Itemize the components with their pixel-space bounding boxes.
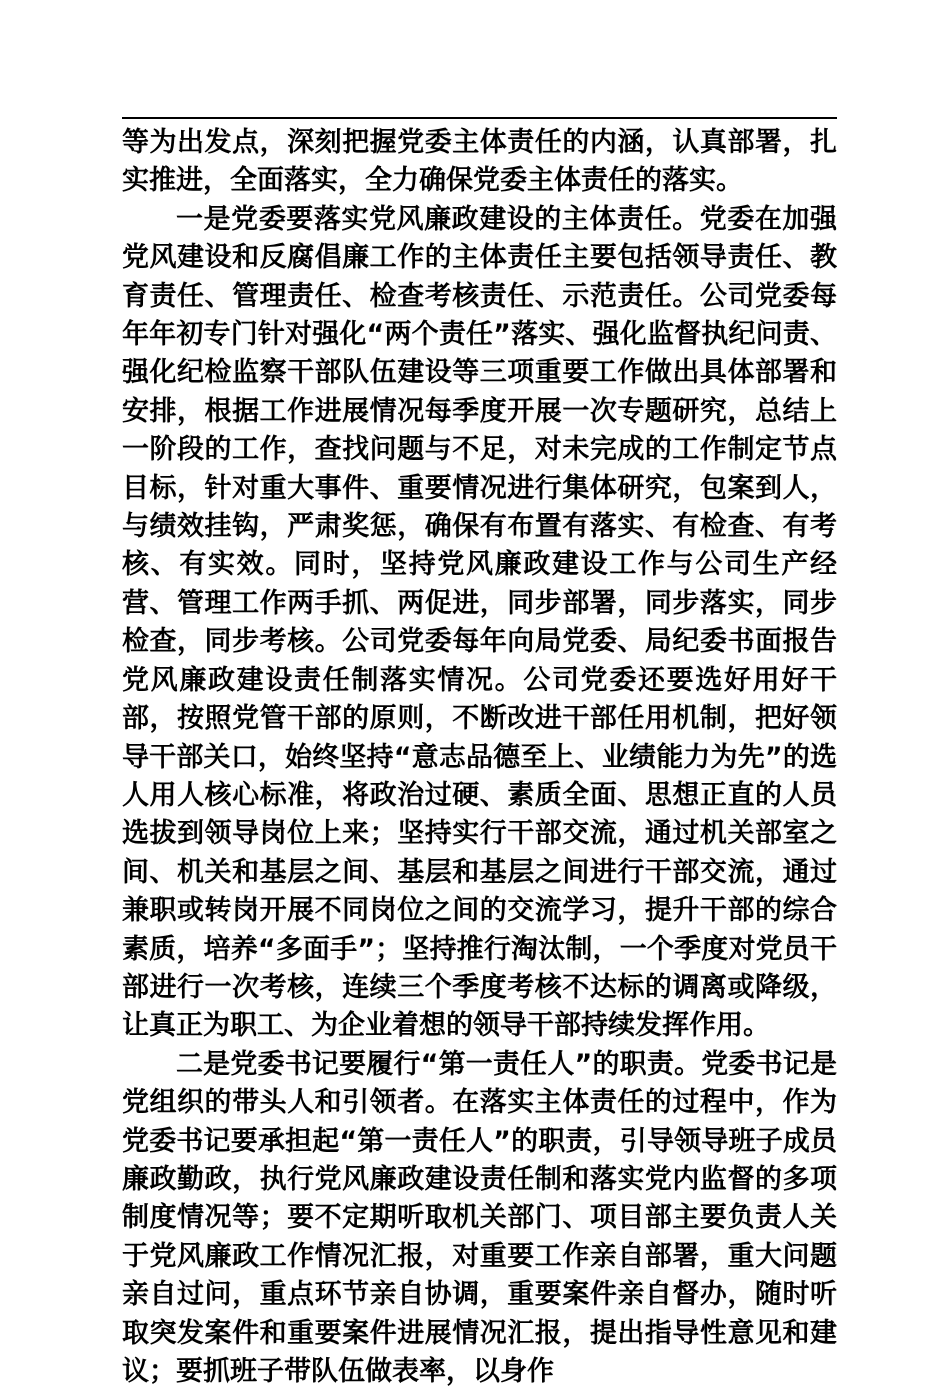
paragraph-continuation: 等为出发点，深刻把握党委主体责任的内涵，认真部署，扎实推进，全面落实，全力确保党委主体责任的落实。	[122, 127, 837, 197]
paragraph-point-one: 一是党委要落实党风廉政建设的主体责任。党委在加强党风建设和反腐倡廉工作的主体责任主要包括领导责任、教育责任、管理责任、检查考核责任、示范责任。公司党委每年年初专门针对强化“两个责任”落实、强化监督执纪问责、强化纪检监察干部队伍建设等三项重要工作做出具体部署和安排，根据工作进展情况每季度开展一次专题研究，总结上一阶段的工作，查找问题与不足，对未完成的工作制定节点目标，针对重大事件、重要情况进行集体研究，包案到人，与绩效挂钩，严肃奖惩，确保有布置有落实、有检查、有考核、有实效。同时，坚持党风廉政建设工作与公司生产经营、管理工作两手抓、两促进，同步部署，同步落实，同步检查，同步考核。公司党委每年向局党委、局纪委书面报告党风廉政建设责任制落实情况。公司党委还要选好用好干部，按照党管干部的原则，不断改进干部任用机制，把好领导干部关口，始终坚持“意志品德至上、业绩能力为先”的选人用人核心标准，将政治过硬、素质全面、思想正直的人员选拔到领导岗位上来；坚持实行干部交流，通过机关部室之间、机关和基层之间、基层和基层之间进行干部交流，通过兼职或转岗开展不同岗位之间的交流学习，提升干部的综合素质，培养“多面手”；坚持推行淘汰制，一个季度对党员干部进行一次考核，连续三个季度考核不达标的调离或降级，让真正为职工、为企业着想的领导干部持续发挥作用。	[122, 203, 837, 1042]
body-text	[122, 124, 837, 1391]
header-rule	[122, 117, 837, 119]
paragraph-point-two: 二是党委书记要履行“第一责任人”的职责。党委书记是党组织的带头人和引领者。在落实主体责任的过程中，作为党委书记要承担起“第一责任人”的职责，引导领导班子成员廉政勤政，执行党风廉政建设责任制和落实党内监督的多项制度情况等；要不定期听取机关部门、项目部主要负责人关于党风廉政工作情况汇报，对重要工作亲自部署，重大问题亲自过问，重点环节亲自协调，重要案件亲自督办，随时听取突发案件和重要案件进展情况汇报，提出指导性意见和建议；要抓班子带队伍做表率，以身作	[122, 1048, 837, 1387]
